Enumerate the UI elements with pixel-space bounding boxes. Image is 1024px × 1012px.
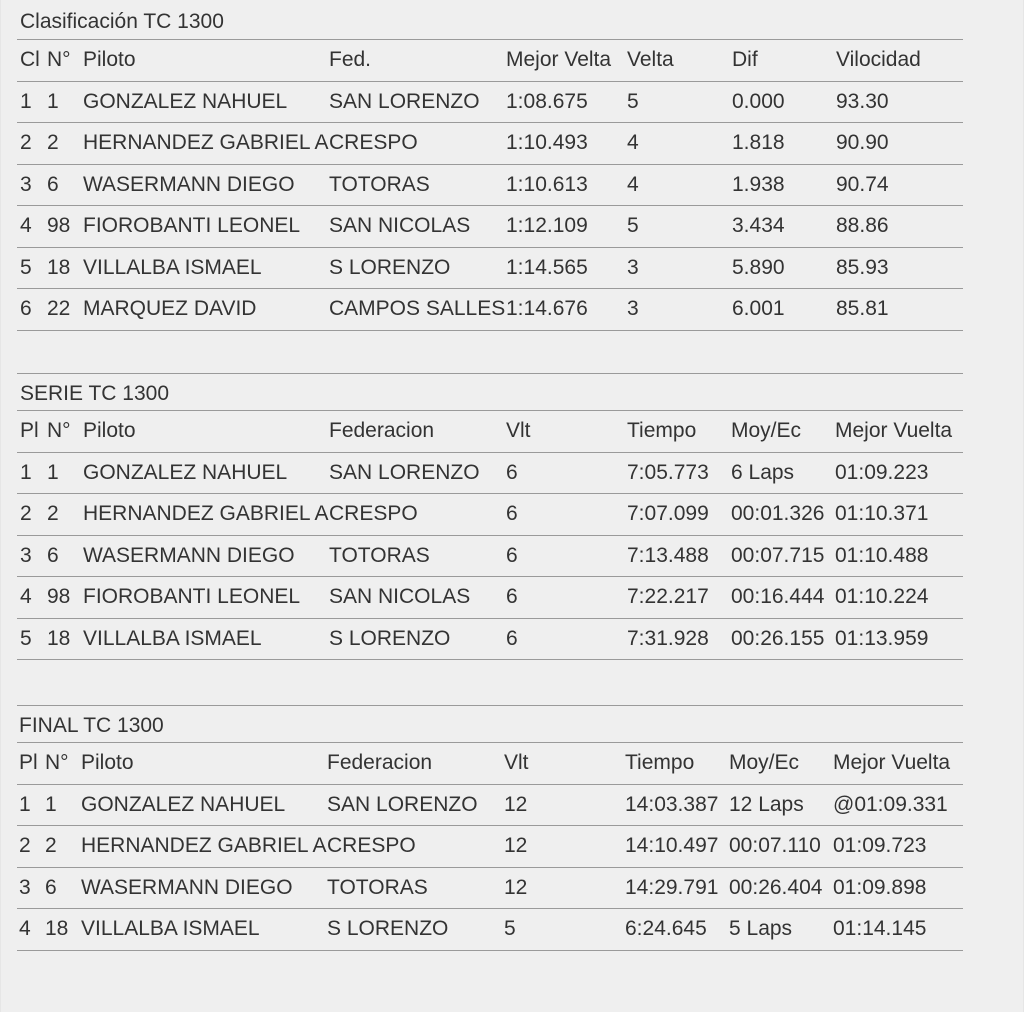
cell-mejor-vuelta: 1:08.675: [506, 89, 588, 113]
cell-mejor-vuelta: 1:10.493: [506, 131, 588, 155]
table-row: [17, 289, 963, 331]
cell-position: 1: [20, 89, 32, 113]
final-rows: [17, 785, 963, 951]
cell-tiempo: 7:31.928: [627, 626, 709, 650]
header-federacion: Federacion: [327, 751, 433, 775]
cell-moy-ec: 00:01.326: [731, 502, 825, 526]
cell-numero: 1: [45, 792, 57, 816]
header-numero: N°: [47, 48, 71, 72]
cell-vueltas: 5: [504, 917, 516, 941]
cell-vuelta: 5: [627, 89, 639, 113]
cell-piloto: VILLALBA ISMAEL: [83, 626, 262, 650]
cell-piloto: VILLALBA ISMAEL: [81, 917, 260, 941]
header-mejor-vuelta: Mejor Velta: [506, 48, 612, 72]
table-row: [17, 577, 963, 619]
cell-federacion: TOTORAS: [329, 543, 430, 567]
cell-mejor-vuelta: 01:10.371: [835, 502, 929, 526]
table-row: [17, 826, 963, 868]
cell-vuelta: 5: [627, 214, 639, 238]
cell-numero: 2: [47, 131, 59, 155]
cell-position: 2: [20, 131, 32, 155]
cell-piloto: GONZALEZ NAHUEL: [83, 89, 288, 113]
cell-tiempo: 14:29.791: [625, 875, 719, 899]
clasificacion-title: Clasificación TC 1300: [17, 2, 963, 40]
cell-federacion: CAMPOS SALLES: [329, 297, 506, 321]
header-vuelta: Velta: [627, 48, 674, 72]
cell-federacion: CRESPO: [329, 502, 418, 526]
cell-mejor-vuelta: 01:09.223: [835, 460, 929, 484]
cell-piloto: HERNANDEZ GABRIEL A: [83, 502, 329, 526]
header-federacion: Fed.: [329, 48, 372, 72]
cell-mejor-vuelta: 1:12.109: [506, 214, 588, 238]
cell-mejor-vuelta: 01:14.145: [833, 917, 927, 941]
cell-piloto: GONZALEZ NAHUEL: [81, 792, 286, 816]
cell-vueltas: 6: [506, 502, 518, 526]
cell-position: 3: [20, 172, 32, 196]
cell-piloto: WASERMANN DIEGO: [83, 172, 295, 196]
cell-tiempo: 14:10.497: [625, 834, 719, 858]
header-numero: N°: [47, 419, 71, 443]
cell-federacion: TOTORAS: [329, 172, 430, 196]
cell-moy-ec: 6 Laps: [731, 460, 795, 484]
header-tiempo: Tiempo: [627, 419, 697, 443]
cell-position: 4: [20, 214, 32, 238]
table-row: [17, 868, 963, 910]
cell-piloto: FIOROBANTI LEONEL: [83, 214, 301, 238]
table-row: [17, 82, 963, 124]
cell-mejor-vuelta: 01:10.488: [835, 543, 929, 567]
cell-numero: 18: [47, 626, 71, 650]
cell-moy-ec: 5 Laps: [729, 917, 793, 941]
cell-vuelta: 4: [627, 131, 639, 155]
cell-mejor-vuelta: 1:14.565: [506, 255, 588, 279]
cell-tiempo: 6:24.645: [625, 917, 707, 941]
cell-tiempo: 14:03.387: [625, 792, 719, 816]
cell-position: 2: [20, 502, 32, 526]
cell-numero: 1: [47, 460, 59, 484]
header-moy-ec: Moy/Ec: [731, 419, 802, 443]
cell-position: 2: [19, 834, 31, 858]
cell-federacion: SAN NICOLAS: [329, 214, 471, 238]
header-dif: Dif: [732, 48, 758, 72]
header-piloto: Piloto: [83, 48, 136, 72]
serie-section: [17, 373, 963, 660]
serie-title: SERIE TC 1300: [17, 373, 963, 411]
cell-piloto: WASERMANN DIEGO: [83, 543, 295, 567]
cell-moy-ec: 00:26.404: [729, 875, 823, 899]
cell-dif: 3.434: [732, 214, 785, 238]
table-row: [17, 494, 963, 536]
header-cl: Cl: [20, 48, 40, 72]
clasificacion-section: [17, 2, 963, 331]
final-header-row: [17, 743, 963, 785]
cell-mejor-vuelta: 01:13.959: [835, 626, 929, 650]
cell-federacion: SAN LORENZO: [329, 460, 480, 484]
table-row: [17, 909, 963, 951]
cell-vuelta: 4: [627, 172, 639, 196]
cell-tiempo: 7:07.099: [627, 502, 709, 526]
header-numero: N°: [45, 751, 69, 775]
table-row: [17, 453, 963, 495]
cell-vueltas: 12: [504, 834, 528, 858]
cell-position: 1: [19, 792, 31, 816]
cell-position: 5: [20, 255, 32, 279]
table-row: [17, 123, 963, 165]
cell-vueltas: 6: [506, 585, 518, 609]
cell-mejor-vuelta: @01:09.331: [833, 792, 948, 816]
cell-numero: 2: [47, 502, 59, 526]
cell-piloto: FIOROBANTI LEONEL: [83, 585, 301, 609]
cell-position: 6: [20, 297, 32, 321]
header-federacion: Federacion: [329, 419, 435, 443]
cell-tiempo: 7:13.488: [627, 543, 709, 567]
cell-federacion: TOTORAS: [327, 875, 428, 899]
cell-moy-ec: 00:07.110: [729, 834, 821, 858]
cell-velocidad: 88.86: [836, 214, 889, 238]
table-row: [17, 206, 963, 248]
cell-piloto: GONZALEZ NAHUEL: [83, 460, 288, 484]
cell-position: 4: [20, 585, 32, 609]
cell-moy-ec: 12 Laps: [729, 792, 804, 816]
cell-velocidad: 85.81: [836, 297, 889, 321]
cell-numero: 98: [47, 585, 71, 609]
header-pl: Pl: [19, 751, 38, 775]
cell-mejor-vuelta: 01:09.898: [833, 875, 927, 899]
cell-dif: 6.001: [732, 297, 785, 321]
cell-federacion: SAN LORENZO: [329, 89, 480, 113]
cell-dif: 1.938: [732, 172, 785, 196]
table-row: [17, 248, 963, 290]
cell-numero: 18: [45, 917, 69, 941]
cell-velocidad: 85.93: [836, 255, 889, 279]
header-piloto: Piloto: [81, 751, 134, 775]
cell-moy-ec: 00:26.155: [731, 626, 825, 650]
clasificacion-rows: [17, 82, 963, 331]
cell-velocidad: 90.90: [836, 131, 889, 155]
cell-mejor-vuelta: 1:14.676: [506, 297, 588, 321]
cell-numero: 2: [45, 834, 57, 858]
table-row: [17, 165, 963, 207]
header-piloto: Piloto: [83, 419, 136, 443]
cell-tiempo: 7:22.217: [627, 585, 709, 609]
cell-federacion: CRESPO: [327, 834, 416, 858]
cell-piloto: WASERMANN DIEGO: [81, 875, 293, 899]
cell-mejor-vuelta: 1:10.613: [506, 172, 588, 196]
header-mejor-vuelta: Mejor Vuelta: [835, 419, 953, 443]
cell-vueltas: 6: [506, 460, 518, 484]
cell-vueltas: 12: [504, 875, 528, 899]
cell-numero: 18: [47, 255, 71, 279]
cell-position: 3: [19, 875, 31, 899]
final-title: FINAL TC 1300: [17, 705, 963, 743]
cell-vuelta: 3: [627, 297, 639, 321]
cell-velocidad: 93.30: [836, 89, 889, 113]
header-velocidad: Vilocidad: [836, 48, 921, 72]
final-section: [17, 705, 963, 951]
header-vueltas: Vlt: [506, 419, 531, 443]
cell-piloto: MARQUEZ DAVID: [83, 297, 257, 321]
cell-tiempo: 7:05.773: [627, 460, 709, 484]
serie-header-row: [17, 411, 963, 453]
table-row: [17, 619, 963, 661]
header-moy-ec: Moy/Ec: [729, 751, 800, 775]
header-pl: Pl: [20, 419, 39, 443]
cell-dif: 0.000: [732, 89, 785, 113]
cell-piloto: HERNANDEZ GABRIEL A: [83, 131, 329, 155]
cell-federacion: S LORENZO: [327, 917, 449, 941]
cell-dif: 1.818: [732, 131, 785, 155]
clasificacion-header-row: [17, 40, 963, 82]
cell-numero: 22: [47, 297, 71, 321]
cell-vueltas: 6: [506, 626, 518, 650]
cell-vueltas: 12: [504, 792, 528, 816]
cell-numero: 6: [47, 543, 59, 567]
cell-federacion: S LORENZO: [329, 255, 451, 279]
cell-federacion: SAN LORENZO: [327, 792, 478, 816]
table-row: [17, 536, 963, 578]
cell-numero: 98: [47, 214, 71, 238]
cell-numero: 1: [47, 89, 59, 113]
cell-vueltas: 6: [506, 543, 518, 567]
cell-mejor-vuelta: 01:09.723: [833, 834, 927, 858]
serie-rows: [17, 453, 963, 661]
cell-federacion: CRESPO: [329, 131, 418, 155]
cell-federacion: S LORENZO: [329, 626, 451, 650]
cell-moy-ec: 00:16.444: [731, 585, 825, 609]
cell-position: 4: [19, 917, 31, 941]
header-mejor-vuelta: Mejor Vuelta: [833, 751, 951, 775]
cell-numero: 6: [45, 875, 57, 899]
cell-position: 5: [20, 626, 32, 650]
cell-dif: 5.890: [732, 255, 785, 279]
cell-moy-ec: 00:07.715: [731, 543, 825, 567]
cell-numero: 6: [47, 172, 59, 196]
cell-federacion: SAN NICOLAS: [329, 585, 471, 609]
cell-mejor-vuelta: 01:10.224: [835, 585, 929, 609]
cell-piloto: VILLALBA ISMAEL: [83, 255, 262, 279]
header-vueltas: Vlt: [504, 751, 529, 775]
header-tiempo: Tiempo: [625, 751, 695, 775]
table-row: [17, 785, 963, 827]
cell-position: 1: [20, 460, 32, 484]
cell-vuelta: 3: [627, 255, 639, 279]
cell-piloto: HERNANDEZ GABRIEL A: [81, 834, 327, 858]
cell-velocidad: 90.74: [836, 172, 889, 196]
cell-position: 3: [20, 543, 32, 567]
